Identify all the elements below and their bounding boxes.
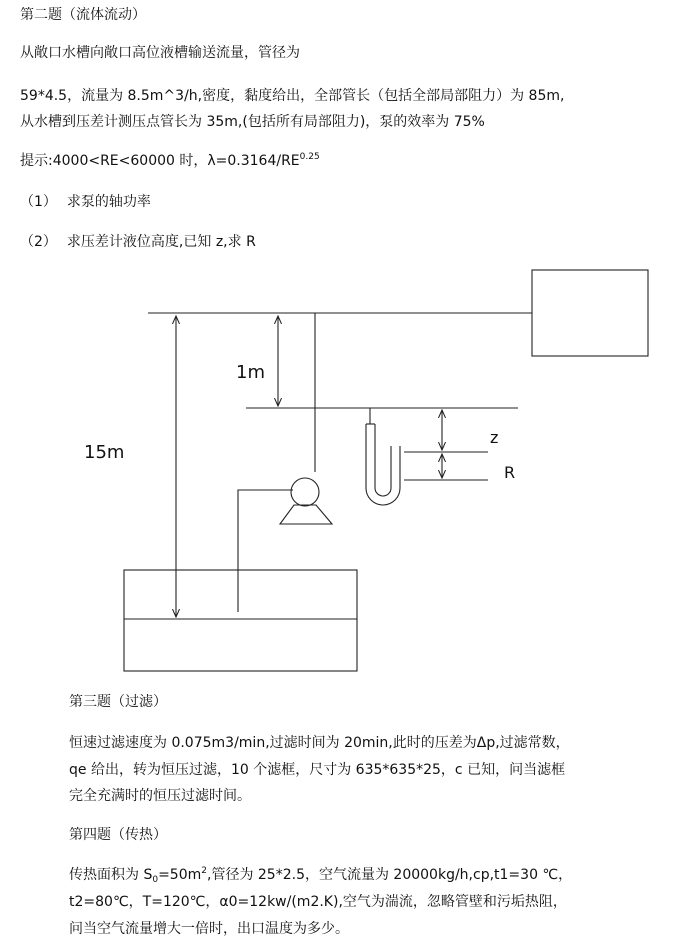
q3-line-2: qe 给出，转为恒压过滤，10 个滤框，尺寸为 635*635*25，c 已知，问当滤框	[69, 762, 566, 778]
q2-line-3: 从水槽到压差计测压点管长为 35m,(包括所有局部阻力)，泵的效率为 75%	[20, 114, 485, 130]
q2-title: 第二题（流体流动）	[20, 7, 146, 23]
sub-question-number: （1）	[20, 194, 57, 210]
q4-title: 第四题（传热）	[69, 827, 167, 843]
q4-line-1: 传热面积为 $S_0=50m^2$,管径为 25*2.5，空气流量为 20000kg/h,cp,t1=30 ℃，	[69, 866, 573, 885]
sub-question-text: 求泵的轴功率	[66, 194, 151, 210]
sub-question-text: 求压差计液位高度,已知 z,求 R	[66, 234, 256, 250]
q4-line-3: 问当空气流量增大一倍时，出口温度为多少。	[69, 921, 349, 937]
hint-exponent: 0.25	[299, 152, 320, 162]
q3-title: 第三题（过滤）	[69, 694, 167, 710]
q2-line-2: 59*4.5，流量为 8.5m^3/h,密度，黏度给出，全部管长（包括全部局部阻力）为 85m,	[20, 88, 565, 104]
q3-line-3: 完全充满时的恒压过滤时间。	[69, 788, 251, 804]
hint-formula: 提示:4000<RE<60000 时，λ=0.3164/RE	[20, 153, 300, 169]
low-level-tank	[124, 570, 357, 671]
label-15m: 15m	[84, 442, 125, 463]
q2-line-1: 从敞口水槽向敞口高位液槽输送流量，管径为	[20, 45, 300, 61]
u-tube-inner	[375, 424, 391, 496]
label-z: z	[490, 428, 499, 447]
suction-pipe	[238, 490, 293, 612]
pump-icon	[291, 478, 319, 506]
pump-base	[280, 505, 332, 524]
label-r: R	[504, 463, 516, 482]
u-tube-outer	[366, 424, 400, 505]
q3-line-1: 恒速过滤速度为 0.075m3/min,过滤时间为 20min,此时的压差为Δp,过滤常数，	[69, 735, 570, 751]
high-level-tank	[532, 270, 648, 356]
q4-line-2: t2=80℃，T=120℃，α0=12kw/(m2.K),空气为湍流，忽略管壁和污垢热阻，	[69, 894, 567, 910]
sub-question-number: （2）	[20, 234, 57, 250]
label-1m: 1m	[236, 362, 265, 383]
